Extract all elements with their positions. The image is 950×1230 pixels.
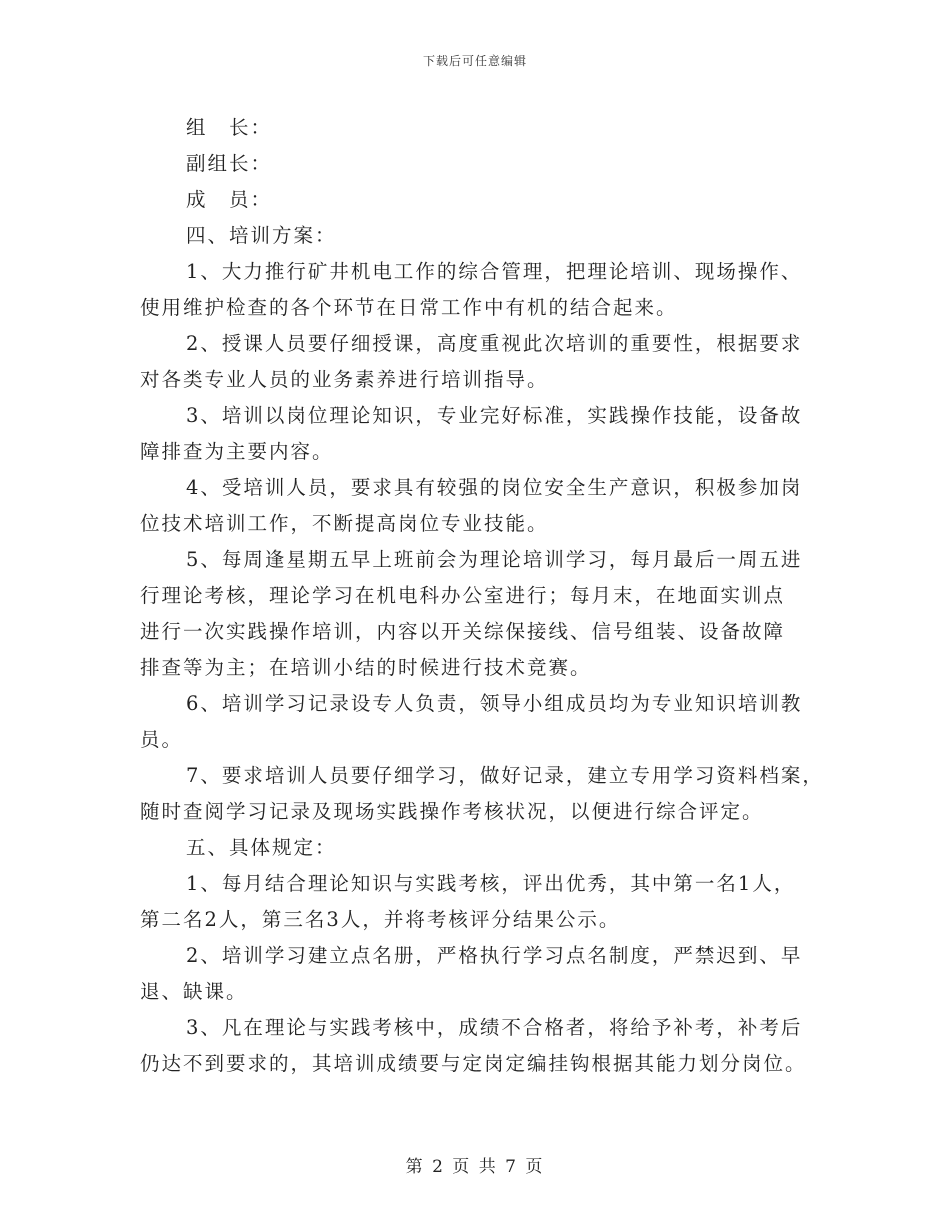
text-line: 7、要求培训人员要仔细学习，做好记录，建立专用学习资料档案， [186,764,824,787]
page-header: 下载后可任意编辑 [422,54,527,68]
page-footer: 第 2 页 共 7 页 [405,1157,545,1177]
text-line: 进行一次实践操作培训，内容以开关综保接线、信号组装、设备故障 [140,620,786,643]
text-line: 1、每月结合理论知识与实践考核，评出优秀，其中第一名1人， [186,872,796,895]
text-line: 退、缺课。 [140,980,248,1003]
text-line: 位技术培训工作，不断提高岗位专业技能。 [140,512,549,535]
text-line: 障排查为主要内容。 [140,440,334,463]
text-line: 行理论考核，理论学习在机电科办公室进行；每月末，在地面实训点 [140,584,786,607]
text-line: 1、大力推行矿井机电工作的综合管理，把理论培训、现场操作、 [186,260,803,283]
text-line: 第二名2人，第三名3人，并将考核评分结果公示。 [140,908,621,931]
text-line: 副组长： [186,152,273,175]
text-line: 4、受培训人员，要求具有较强的岗位安全生产意识，积极参加岗 [186,476,803,499]
text-line: 对各类专业人员的业务素养进行培训指导。 [140,368,549,391]
text-line: 5、每周逢星期五早上班前会为理论培训学习，每月最后一周五进 [186,548,803,571]
text-line: 3、凡在理论与实践考核中，成绩不合格者，将给予补考，补考后 [186,1016,803,1039]
text-line: 五、具体规定： [186,836,337,859]
document-body [140,110,824,1082]
text-line: 成 员： [186,188,273,211]
text-line: 排查等为主；在培训小结的时候进行技术竞赛。 [140,656,592,679]
text-line: 仍达不到要求的，其培训成绩要与定岗定编挂钩根据其能力划分岗位。 [140,1052,807,1075]
text-line: 四、培训方案： [186,224,337,247]
text-line: 组 长： [186,116,273,139]
text-line: 员。 [140,728,184,751]
text-line: 使用维护检查的各个环节在日常工作中有机的结合起来。 [140,296,678,319]
text-line: 2、培训学习建立点名册，严格执行学习点名制度，严禁迟到、早 [186,944,803,967]
text-line: 随时查阅学习记录及现场实践操作考核状况，以便进行综合评定。 [140,800,764,823]
text-line: 2、授课人员要仔细授课，高度重视此次培训的重要性，根据要求 [186,332,803,355]
text-line: 6、培训学习记录设专人负责，领导小组成员均为专业知识培训教 [186,692,803,715]
text-line: 3、培训以岗位理论知识，专业完好标准，实践操作技能，设备故 [186,404,803,427]
